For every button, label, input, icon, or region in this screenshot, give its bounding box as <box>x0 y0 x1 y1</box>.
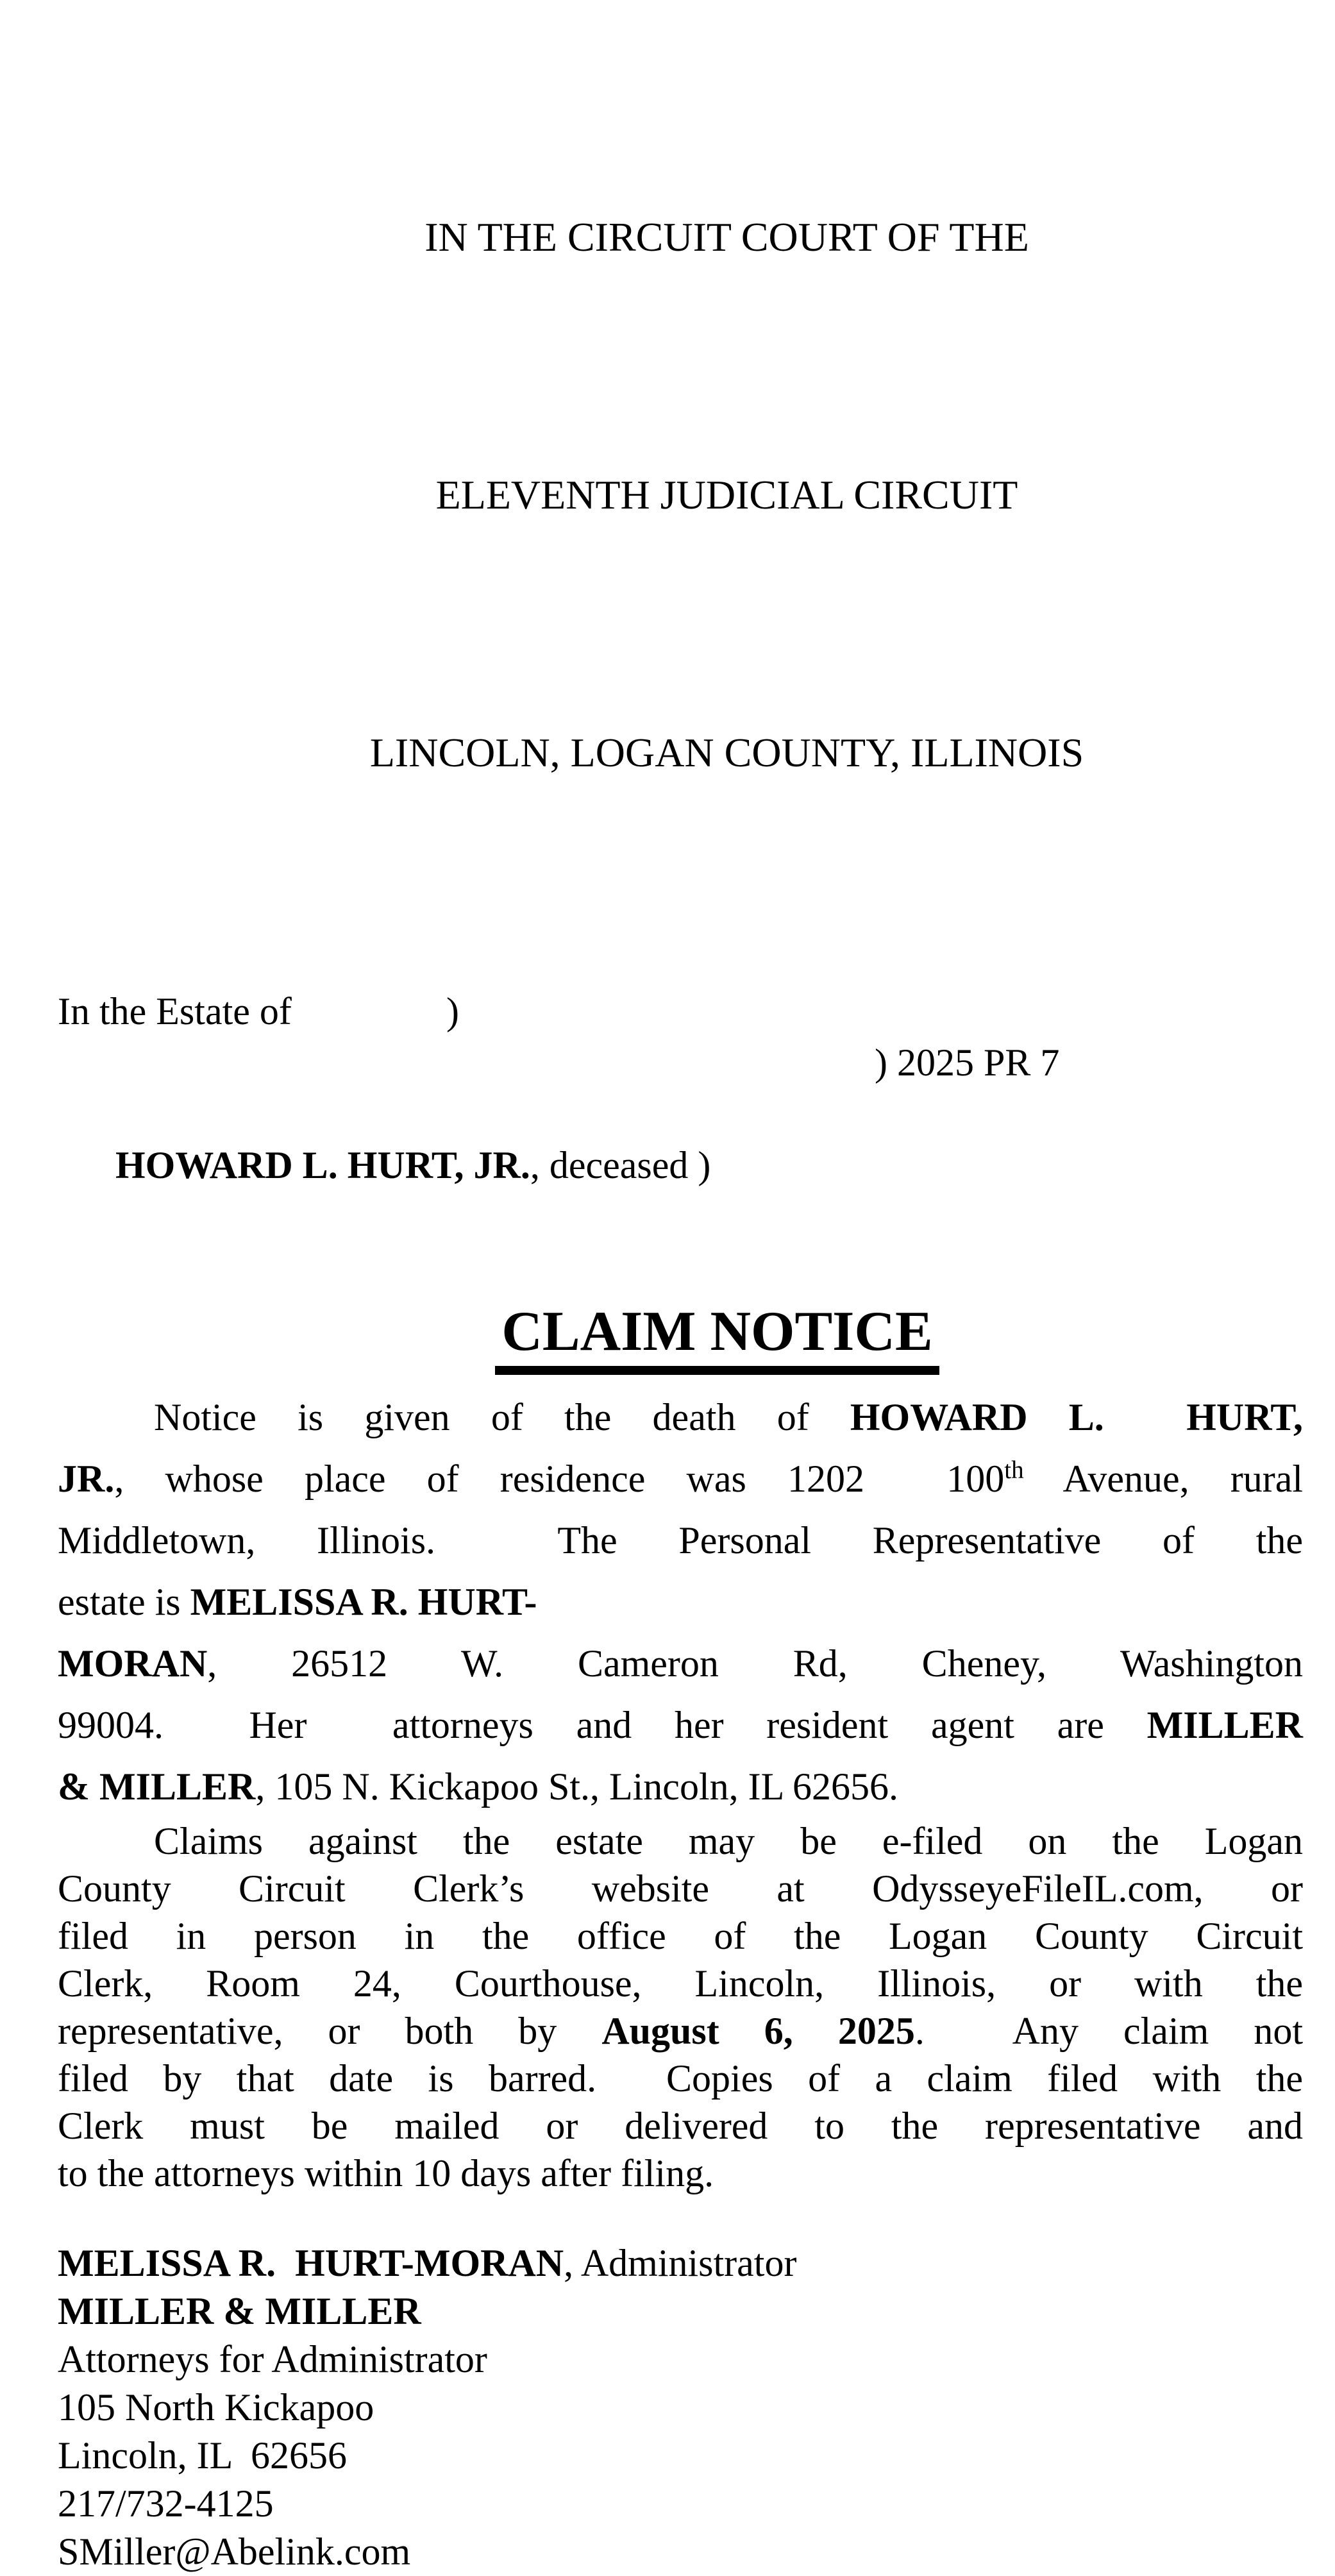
p1-l7-miller-bold: & MILLER <box>58 1765 256 1808</box>
claim-deadline-date: August 6, 2025 <box>601 2009 915 2052</box>
p2-line-1: Claims against the estate may be e-filed on the Logan <box>154 1819 1303 1862</box>
caption-paren-1: ) <box>446 990 459 1032</box>
p1-l5-text: , 26512 W. Cameron Rd, Cheney, Washington <box>207 1642 1303 1685</box>
p1-l6-text: 99004. Her attorneys and her resident agent are <box>58 1703 1147 1746</box>
p1-line-2 <box>58 1448 1303 1510</box>
p1-l5-moran-bold: MORAN <box>58 1642 208 1685</box>
case-number: ) 2025 PR 7 <box>875 1041 1060 1084</box>
signature-block <box>58 2239 1303 2576</box>
p2-line-4: Clerk, Room 24, Courthouse, Lincoln, Illinois, or with the <box>58 1962 1303 2005</box>
p1-l7-text: , 105 N. Kickapoo St., Lincoln, IL 62656. <box>255 1765 899 1808</box>
p1-l1-text: Notice is given of the death of <box>154 1395 850 1438</box>
firm-phone: 217/732-4125 <box>58 2482 274 2525</box>
p1-line-7 <box>58 1756 1303 1817</box>
court-header <box>58 22 1303 968</box>
estate-of-label: In the Estate of <box>58 990 292 1032</box>
p1-l4-text: estate is <box>58 1580 190 1623</box>
p1-line-6 <box>58 1694 1303 1756</box>
p1-line-4 <box>58 1571 1303 1633</box>
firm-email: SMiller@Abelink.com <box>58 2530 411 2573</box>
case-caption <box>58 986 1303 1242</box>
firm-street-address: 105 North Kickapoo <box>58 2386 374 2429</box>
paragraph-claims-instructions <box>58 1817 1303 2197</box>
p2-line-8: to the attorneys within 10 days after filing. <box>58 2151 714 2194</box>
p1-l2-text: , whose place of residence was 1202 100 <box>114 1457 1005 1500</box>
p2-line-2: County Circuit Clerk’s website at OdysseyeFileIL.com, or <box>58 1867 1303 1910</box>
p1-l2-text-end: Avenue, rural <box>1023 1457 1304 1500</box>
p2-line-6: filed by that date is barred. Copies of a claim filed with the <box>58 2057 1303 2100</box>
p2-line-7: Clerk must be mailed or delivered to the representative and <box>58 2104 1303 2147</box>
p1-line-1 <box>58 1386 1303 1448</box>
paragraph-death-notice <box>58 1386 1303 1817</box>
p1-l4-rep-bold: MELISSA R. HURT- <box>190 1580 537 1623</box>
caption-row-decedent <box>58 1088 1303 1242</box>
administrator-line <box>58 2239 1303 2287</box>
p2-line-5 <box>58 2007 1303 2055</box>
p1-line-3: Middletown, Illinois. The Personal Representative of the <box>58 1519 1303 1562</box>
p1-line-5 <box>58 1633 1303 1694</box>
decedent-suffix: , deceased ) <box>530 1144 711 1186</box>
header-line-circuit: ELEVENTH JUDICIAL CIRCUIT <box>435 472 1018 518</box>
attorneys-role: Attorneys for Administrator <box>58 2337 487 2380</box>
law-firm-name: MILLER & MILLER <box>58 2289 421 2332</box>
p2-l5-text: representative, or both by <box>58 2009 602 2052</box>
administrator-name: MELISSA R. HURT-MORAN <box>58 2241 564 2284</box>
ordinal-superscript: th <box>1004 1456 1024 1484</box>
header-line-court: IN THE CIRCUIT COURT OF THE <box>424 214 1029 260</box>
decedent-name: HOWARD L. HURT, JR. <box>115 1144 530 1186</box>
title-wrap <box>58 1301 1303 1375</box>
caption-row-estate <box>58 986 1303 1037</box>
claim-notice-title: CLAIM NOTICE <box>495 1301 939 1375</box>
p1-l1-name-bold: HOWARD L. HURT, <box>850 1395 1303 1438</box>
p2-line-3: filed in person in the office of the Logan County Circuit <box>58 1914 1303 1957</box>
administrator-title: , Administrator <box>564 2241 797 2284</box>
p2-l5-text-end: . Any claim not <box>914 2009 1303 2052</box>
firm-city-state-zip: Lincoln, IL 62656 <box>58 2434 348 2477</box>
p1-l6-miller-bold: MILLER <box>1146 1703 1303 1746</box>
p1-l2-jr-bold: JR. <box>58 1457 115 1500</box>
header-line-county: LINCOLN, LOGAN COUNTY, ILLINOIS <box>369 730 1084 775</box>
